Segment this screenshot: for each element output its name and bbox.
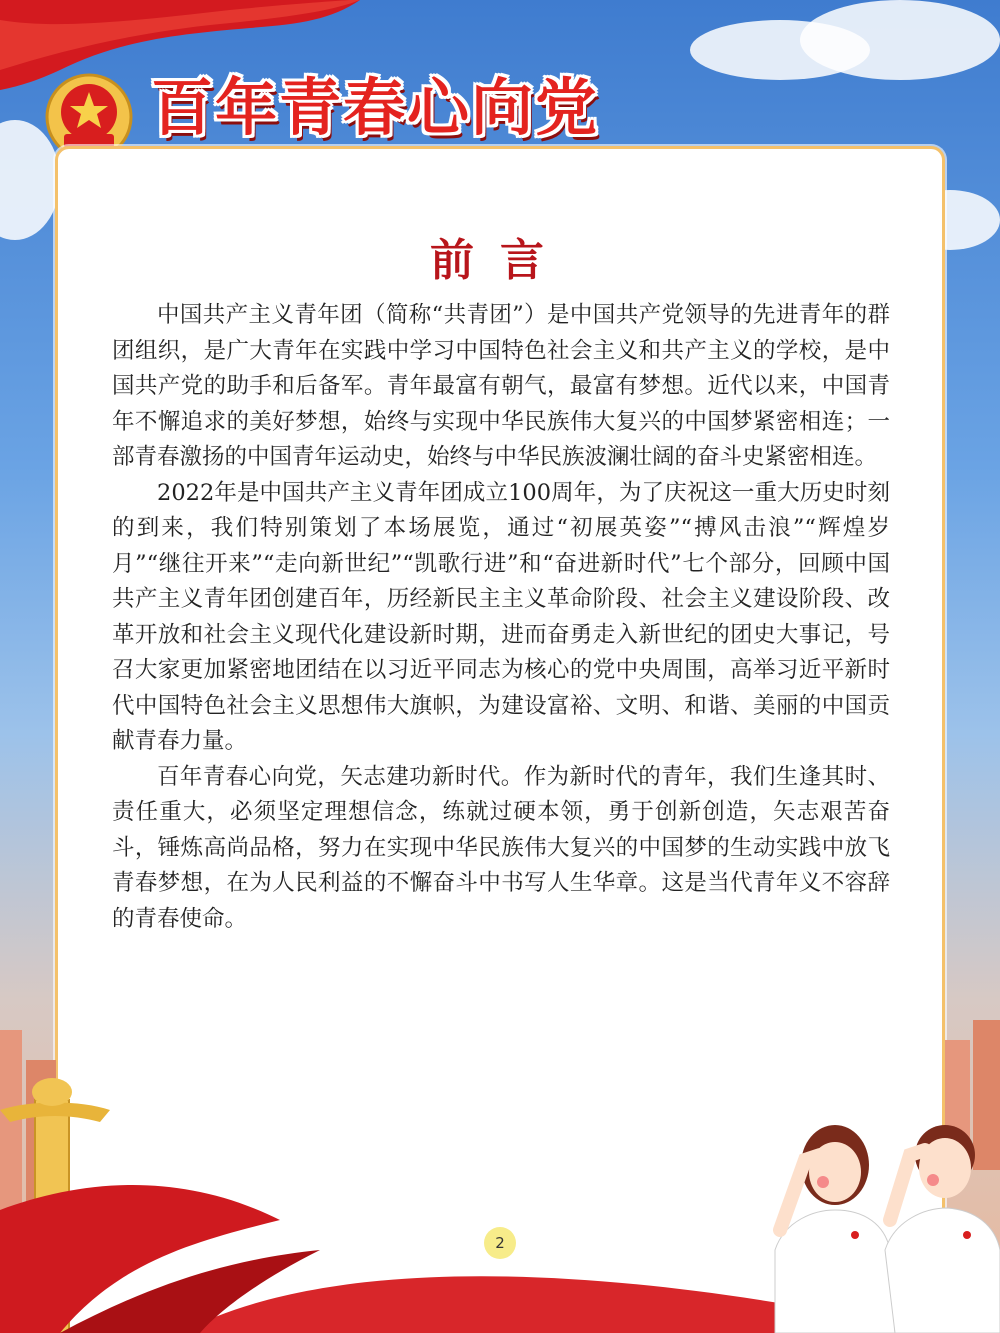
paragraph: 中国共产主义青年团（简称“共青团”）是中国共产党领导的先进青年的群团组织，是广大青年在实践中学习中国特色社会主义和共产主义的学校，是中国共产党的助手和后备军。青年最富有朝气，最富有梦想。近代以来，中国青年不懈追求的美好梦想，始终与实现中华民族伟大复兴的中国梦紧密相连；一部青春激扬的中国青年运动史，始终与中华民族波澜壮阔的奋斗史紧密相连。 [112, 302, 890, 470]
banner-title: 百年青春心向党 [150, 71, 599, 144]
saluting-students-illustration [735, 1110, 1000, 1333]
page-heading: 前言 [430, 235, 570, 286]
paragraph: 百年青春心向党，矢志建功新时代。作为新时代的青年，我们生逢其时、责任重大，必须坚定理想信念，练就过硬本领，勇于创新创造，矢志艰苦奋斗，锤炼高尚品格，努力在实现中华民族伟大复兴的中国梦的生动实践中放飞青春梦想，在为人民利益的不懈奋斗中书写人生华章。这是当代青年义不容辞的青春使命。 [112, 763, 890, 932]
paragraph: 2022年是中国共产主义青年团成立100周年，为了庆祝这一重大历史时刻的到来，我们特别策划了本场展览，通过“初展英姿”“搏风击浪”“辉煌岁月”“继往开来”“走向新世纪”“凯歌行进”和“奋进新时代”七个部分，回顾中国共产主义青年团创建百年，历经新民主主义革命阶段、社会主义建设阶段、改革开放和社会主义现代化建设新时期，进而奋勇走入新世纪的团史大事记，号召大家更加紧密地团结在以习近平同志为核心的党中央周围，高举习近平新时代中国特色社会主义思想伟大旗帜，为建设富裕、文明、和谐、美丽的中国贡献青春力量。 [112, 479, 890, 754]
page-number-badge: 2 [484, 1227, 516, 1259]
foreword-body [112, 298, 890, 937]
cloud-decoration [800, 0, 1000, 80]
